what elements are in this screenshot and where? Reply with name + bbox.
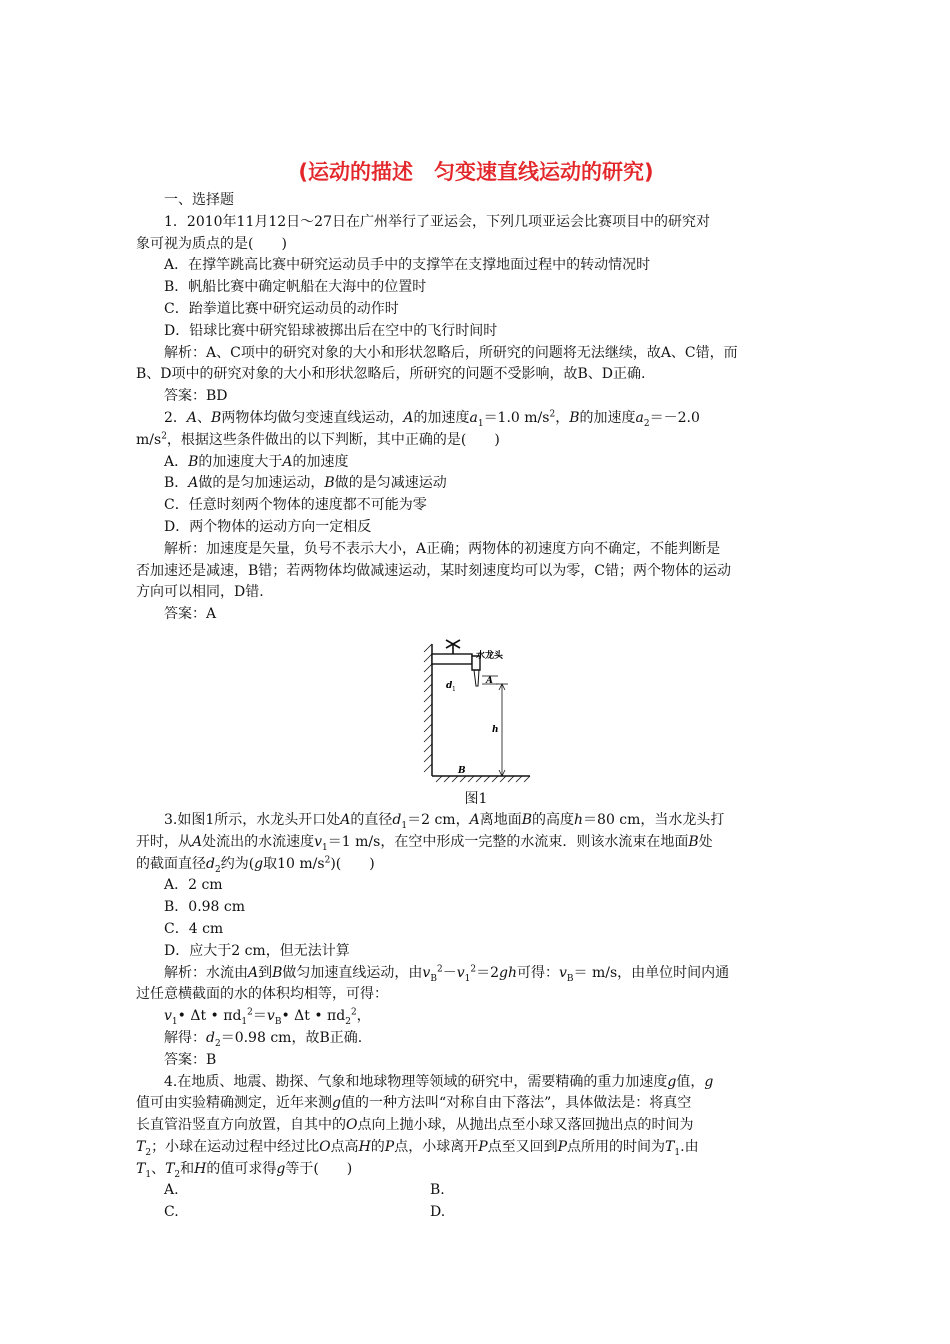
question-1	[136, 212, 816, 408]
q3-stem-line-1: 3.如图1所示，水龙头开口处A的直径$d_1=2$ cm，A离地面B的高度h＝80 cm，当水龙头打	[164, 811, 725, 831]
q4-options-row-1	[136, 1180, 816, 1202]
wall-hatching	[424, 644, 432, 772]
q4-stem-line-5: $T_1$、$T_2$和H的值可求得g等于( )	[136, 1160, 353, 1180]
document-page	[136, 158, 816, 1224]
q3-option-d: D．应大于2 cm，但无法计算	[164, 942, 350, 959]
ground-hatching	[436, 776, 530, 782]
q4-stem-line-3: 长直管沿竖直方向放置，自其中的O点向上抛小球，从抛出点至小球又落回抛出点的时间为	[136, 1117, 694, 1134]
q4-stem-line-4: $T_2$；小球在运动过程中经过比O点高H的P点，小球离开P点至又回到P点所用的时间为$T_1$.由	[136, 1138, 699, 1158]
label-A: A	[486, 675, 493, 686]
q2-analysis-line-2: 否加速还是减速，B错；若两物体均做减速运动，某时刻速度均可以为零，C错；两个物体的运动	[136, 562, 731, 579]
q3-equation: $v_1•$ Δt • $\pi d_1^2=v_B•$ Δt • $\pi d_2^2$，	[164, 1007, 371, 1027]
q4-stem-line-2: 值可由实验精确测定，近年来测g值的一种方法叫“对称自由下落法”，具体做法是：将真空	[136, 1095, 692, 1112]
q1-answer: 答案：BD	[164, 388, 228, 405]
label-B: B	[458, 765, 466, 776]
q2-stem-line-2: $m/s^2$，根据这些条件做出的以下判断，其中正确的是( )	[136, 431, 500, 448]
question-3	[136, 810, 816, 1072]
q3-answer: 答案：B	[164, 1051, 217, 1068]
q1-option-d: D．铅球比赛中研究铅球被掷出后在空中的飞行时间时	[164, 322, 498, 339]
question-2	[136, 408, 816, 626]
q2-option-c: C．任意时刻两个物体的速度都不可能为零	[164, 497, 427, 514]
q2-option-b: B．A做的是匀加速运动，B做的是匀减速运动	[164, 475, 447, 492]
q2-answer: 答案：A	[164, 606, 217, 623]
q1-stem-line-2: 象可视为质点的是( )	[136, 235, 287, 252]
q3-solution: 解得：$d_2=0.98$ cm，故B正确.	[164, 1029, 363, 1049]
faucet-diagram	[416, 636, 536, 784]
water-stream	[474, 670, 479, 686]
label-h: h	[492, 724, 499, 735]
q4-option-d: D.	[430, 1204, 446, 1221]
label-d1-sub: 1	[452, 685, 456, 693]
q1-option-c: C．跆拳道比赛中研究运动员的动作时	[164, 300, 399, 317]
question-4	[136, 1072, 816, 1225]
q4-option-b: B.	[430, 1182, 445, 1199]
q2-stem-line-1: 2．A、B两物体均做匀变速直线运动，A的加速度$a_1=1.0$ $m/s^2$，B的加速度$a_2=-2.0$	[164, 409, 700, 429]
q4-stem-line-1: 4.在地质、地震、勘探、气象和地球物理等领域的研究中，需要精确的重力加速度g值，g	[164, 1073, 714, 1090]
figure-1-caption: 图1	[464, 790, 488, 807]
figure-1	[416, 636, 536, 810]
q3-analysis-line-2: 过任意横截面的水的体积均相等，可得：	[136, 986, 388, 1003]
section-heading: 一、选择题	[164, 192, 234, 208]
q3-stem-line-3: 的截面直径$d_2$约为(g取10 $m/s^2$)( )	[136, 854, 375, 875]
label-d1: d	[446, 680, 453, 691]
q3-stem-line-2: 开时，从A处流出的水流速度$v_1=1$ m/s，在空中形成一完整的水流束．则该水流束在地面B处	[136, 833, 713, 853]
page-title: (运动的描述 匀变速直线运动的研究)	[298, 160, 654, 184]
q3-analysis-line-1: 解析：水流由A到B做匀加速直线运动，由$v_B^2-v_1^2=2gh$可得：$v_B= m/s$，由单位时间内通	[164, 963, 730, 984]
q1-analysis-line-1: 解析：A、C项中的研究对象的大小和形状忽略后，所研究的问题将无法继续，故A、C错，而	[164, 344, 738, 361]
q2-analysis-line-1: 解析：加速度是矢量，负号不表示大小，A正确；两物体的初速度方向不确定，不能判断是	[164, 540, 721, 557]
q4-option-a: A.	[164, 1182, 179, 1199]
label-faucet: 水龙头	[476, 650, 504, 661]
q2-option-a: A．B的加速度大于A的加速度	[164, 453, 349, 470]
q3-option-c: C．4 cm	[164, 920, 224, 937]
q1-option-a: A．在撑竿跳高比赛中研究运动员手中的支撑竿在支撑地面过程中的转动情况时	[164, 257, 651, 274]
q1-analysis-line-2: B、D项中的研究对象的大小和形状忽略后，所研究的问题不受影响，故B、D正确.	[136, 366, 646, 383]
q2-option-d: D．两个物体的运动方向一定相反	[164, 518, 372, 535]
q4-option-c: C.	[164, 1204, 179, 1221]
q2-analysis-line-3: 方向可以相同，D错.	[136, 584, 264, 601]
q1-stem-line-1: 1．2010年11月12日～27日在广州举行了亚运会，下列几项亚运会比赛项目中的研究对	[164, 213, 710, 230]
q3-option-b: B．0.98 cm	[164, 899, 246, 916]
q3-option-a: A．2 cm	[164, 877, 223, 894]
q4-options-row-2	[136, 1202, 816, 1224]
faucet-handle	[446, 640, 460, 654]
q1-option-b: B．帆船比赛中确定帆船在大海中的位置时	[164, 279, 427, 296]
faucet-body	[432, 654, 472, 664]
